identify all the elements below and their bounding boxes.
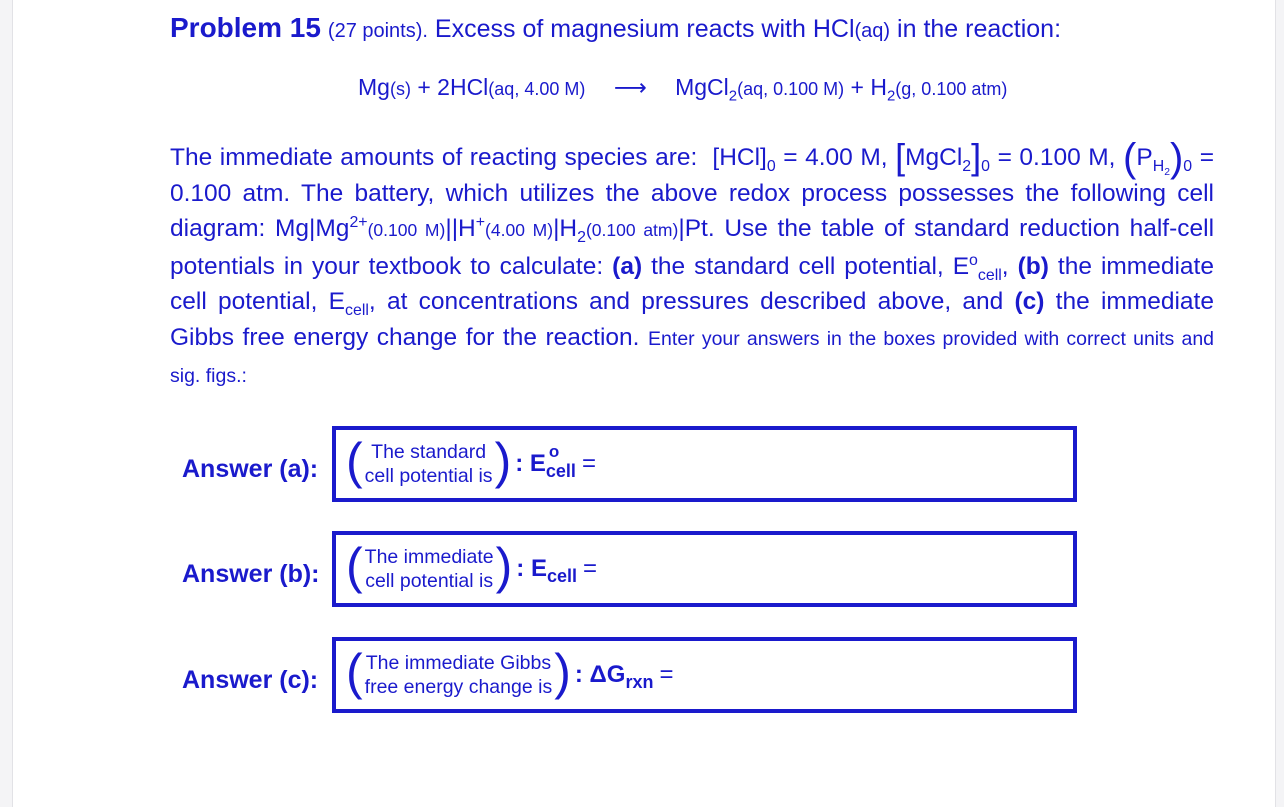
problem-statement: The immediate amounts of reacting species are: $[HCl]_0 = 4.00$ M, $[MgCl_2]_0 = 0.100$ M, $(P_{H_2})_0 = 0.100$ atm. The battery, which utilizes the above redox process possesses the following cell diagram: $Mg|Mg^{2+}(0.100$ M)||H+(4.00 $M)|H_2(0.100$ atm)|Pt. Use the table of standard reduction half-cell potentials in your textbook to calculate: (a) the standard cell potential, $E^o_{cell}$, (b) the immediate cell potential, $E_{cell}$, at concentrations and pressures described above, and (c) the immediate Gibbs free energy change for the reaction. Enter your answers in the boxes provided with correct units and sig. figs.: bbox=[170, 136, 1215, 387]
part-b-text: the immediate cell potential, E bbox=[170, 252, 1214, 315]
problem-intro: Excess of magnesium reacts with HCl bbox=[434, 15, 855, 43]
symbol-letter: E bbox=[530, 555, 547, 582]
product-h2: + H bbox=[850, 74, 887, 100]
answer-c-prompt bbox=[365, 651, 553, 699]
cell-diagram-intro: The battery, which utilizes the above redox process possesses the following cell diagram: bbox=[170, 179, 1215, 242]
mgcl2-initial: MgCl bbox=[905, 144, 963, 171]
reactant-hcl: + 2HCl bbox=[417, 74, 489, 100]
degree-mark: o bbox=[548, 442, 560, 461]
hcl-conditions: (aq, 4.00 M) bbox=[488, 79, 586, 99]
symbol-subscript: cell bbox=[546, 565, 577, 586]
close-paren: ) bbox=[1169, 136, 1184, 180]
close-bracket: ] bbox=[971, 136, 982, 177]
equals-sign: = bbox=[581, 450, 596, 477]
h2-conditions: (g, 0.100 atm) bbox=[895, 79, 1008, 99]
ph2-initial-value: = 0.100 atm. bbox=[170, 144, 1215, 207]
answer-a-box[interactable] bbox=[332, 426, 1077, 502]
answer-instructions: Enter your answers in the boxes provided with correct units and sig. figs.: bbox=[170, 327, 1215, 387]
cell-diagram: $Mg|Mg^{2+}(0.100$ M)||H+(4.00 $M)|H_2(0.100$ atm)|Pt. bbox=[275, 213, 715, 246]
cd-anode-conc: (0.100 M) bbox=[367, 220, 446, 240]
symbol-letter: E bbox=[529, 450, 546, 477]
cd-h2: |H bbox=[553, 215, 578, 242]
right-paren: ) bbox=[495, 538, 513, 594]
prompt-line2: cell potential is bbox=[365, 570, 494, 592]
right-paren: ) bbox=[554, 644, 571, 700]
cd-h2-pressure: (0.100 atm) bbox=[585, 220, 679, 240]
answer-a-prompt bbox=[365, 440, 493, 488]
reactant-mg: Mg bbox=[358, 74, 390, 100]
part-a-label: (a) bbox=[612, 252, 643, 280]
part-c-label: (c) bbox=[1014, 288, 1045, 315]
answer-b-prompt bbox=[365, 545, 494, 593]
answer-b-box[interactable] bbox=[332, 531, 1077, 607]
problem-intro-end: in the reaction: bbox=[897, 15, 1062, 43]
prompt-line1: The immediate Gibbs bbox=[365, 652, 552, 674]
document-page bbox=[12, 0, 1276, 807]
part-b-tail: at concentrations and pressures described above, and bbox=[386, 288, 1004, 315]
hcl-initial: [HCl] bbox=[712, 144, 767, 171]
cd-cathode-ion: ||H bbox=[445, 215, 476, 242]
equals-sign: = bbox=[659, 661, 674, 688]
reaction-arrow: ⟶ bbox=[613, 74, 647, 100]
right-paren: ) bbox=[494, 433, 512, 489]
answer-b-label: Answer (b): bbox=[182, 560, 320, 588]
left-paren: ( bbox=[346, 538, 363, 594]
hcl-initial-value: = 4.00 M, bbox=[783, 144, 888, 171]
instructions-calc: Use the table of standard reduction half-cell potentials in your textbook to calculate: bbox=[170, 215, 1215, 280]
symbol-subscript: cell bbox=[545, 460, 576, 481]
problem-number: Problem 15 bbox=[170, 12, 321, 43]
prompt-line1: The standard bbox=[371, 441, 487, 463]
answer-b-symbol: : $E_{cell}$ = bbox=[516, 555, 598, 586]
answer-c-symbol: : $\Delta G_{rxn}$ = bbox=[574, 661, 674, 692]
open-bracket: [ bbox=[895, 136, 906, 177]
ph2-initial: P bbox=[1136, 144, 1153, 171]
answer-a-label: Answer (a): bbox=[182, 455, 319, 483]
left-paren: ( bbox=[346, 644, 363, 700]
problem-header bbox=[170, 12, 1061, 44]
intro-state: (aq) bbox=[854, 20, 891, 42]
answer-c-label: Answer (c): bbox=[182, 666, 319, 694]
left-paren: ( bbox=[346, 433, 363, 489]
part-a-text: the standard cell potential, E bbox=[651, 252, 970, 280]
answer-a-symbol: : E o $_{cell}$ = bbox=[515, 442, 596, 481]
cd-cathode-conc: (4.00 M) bbox=[485, 220, 554, 240]
problem-points: (27 points). bbox=[327, 20, 428, 42]
mg-state: (s) bbox=[389, 79, 411, 99]
cd-electrode: |Pt. bbox=[678, 215, 715, 242]
part-c-text: the immediate Gibbs free energy change for the reaction. bbox=[170, 288, 1214, 351]
prompt-line1: The immediate bbox=[364, 546, 494, 568]
open-paren: ( bbox=[1123, 136, 1137, 180]
cd-anode: Mg|Mg bbox=[275, 215, 350, 242]
prompt-line2: cell potential is bbox=[364, 465, 493, 487]
reaction-equation: Mg(s) + 2HCl(aq, 4.00 M) ⟶ MgCl$_2$(aq, 0.100 $M) + H_2(g$, 0.100 atm) bbox=[358, 74, 1008, 105]
prompt-line2: free energy change is bbox=[364, 676, 553, 698]
equals-sign: = bbox=[583, 555, 598, 582]
statement-intro: The immediate amounts of reacting species are: bbox=[170, 144, 698, 171]
symbol-letter: ΔG bbox=[589, 661, 626, 688]
answer-c-box[interactable] bbox=[332, 637, 1077, 713]
symbol-subscript: rxn bbox=[625, 671, 654, 692]
mgcl2-initial-value: = 0.100 M, bbox=[997, 144, 1116, 171]
product-mgcl2: MgCl bbox=[675, 74, 729, 100]
part-b-label: (b) bbox=[1017, 252, 1049, 280]
mgcl2-conditions: (aq, 0.100 M) bbox=[737, 79, 845, 99]
